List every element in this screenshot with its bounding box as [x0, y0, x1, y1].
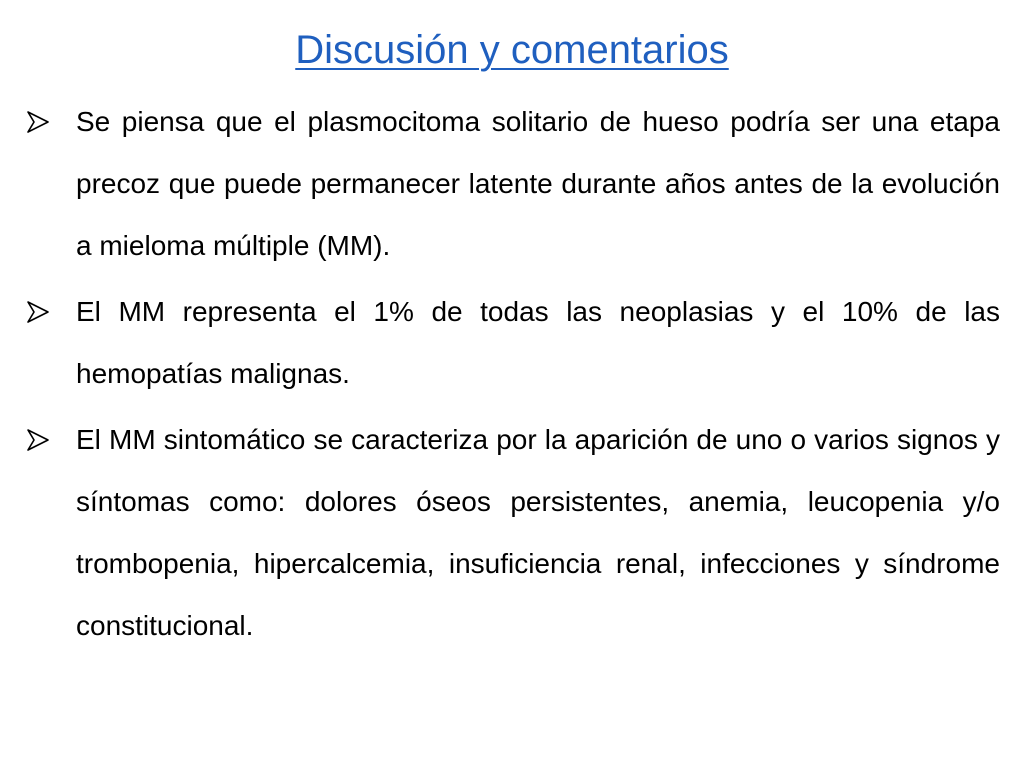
bullet-text: El MM sintomático se caracteriza por la aparición de uno o varios signos y síntomas como: dolores óseos persistentes, anemia, leucopenia y/o trombopenia, hipercalcemia, insuficiencia renal, infecciones y síndrome constitucional.: [76, 424, 1000, 641]
bullet-text: El MM representa el 1% de todas las neoplasias y el 10% de las hemopatías malignas.: [76, 296, 1000, 389]
bullet-text: Se piensa que el plasmocitoma solitario de hueso podría ser una etapa precoz que puede permanecer latente durante años antes de la evolución a mieloma múltiple (MM).: [76, 106, 1000, 261]
bullet-item-3: [26, 409, 1000, 657]
slide-title-text: Discusión y comentarios: [295, 28, 729, 72]
arrow-head-bullet-icon: [26, 110, 50, 134]
arrow-head-bullet-icon: [26, 300, 50, 324]
arrow-head-bullet-icon: [26, 428, 50, 452]
bullet-item-1: [26, 91, 1000, 277]
slide-title: [0, 26, 1024, 74]
bullet-item-2: [26, 281, 1000, 405]
bullet-list: [26, 91, 1000, 657]
